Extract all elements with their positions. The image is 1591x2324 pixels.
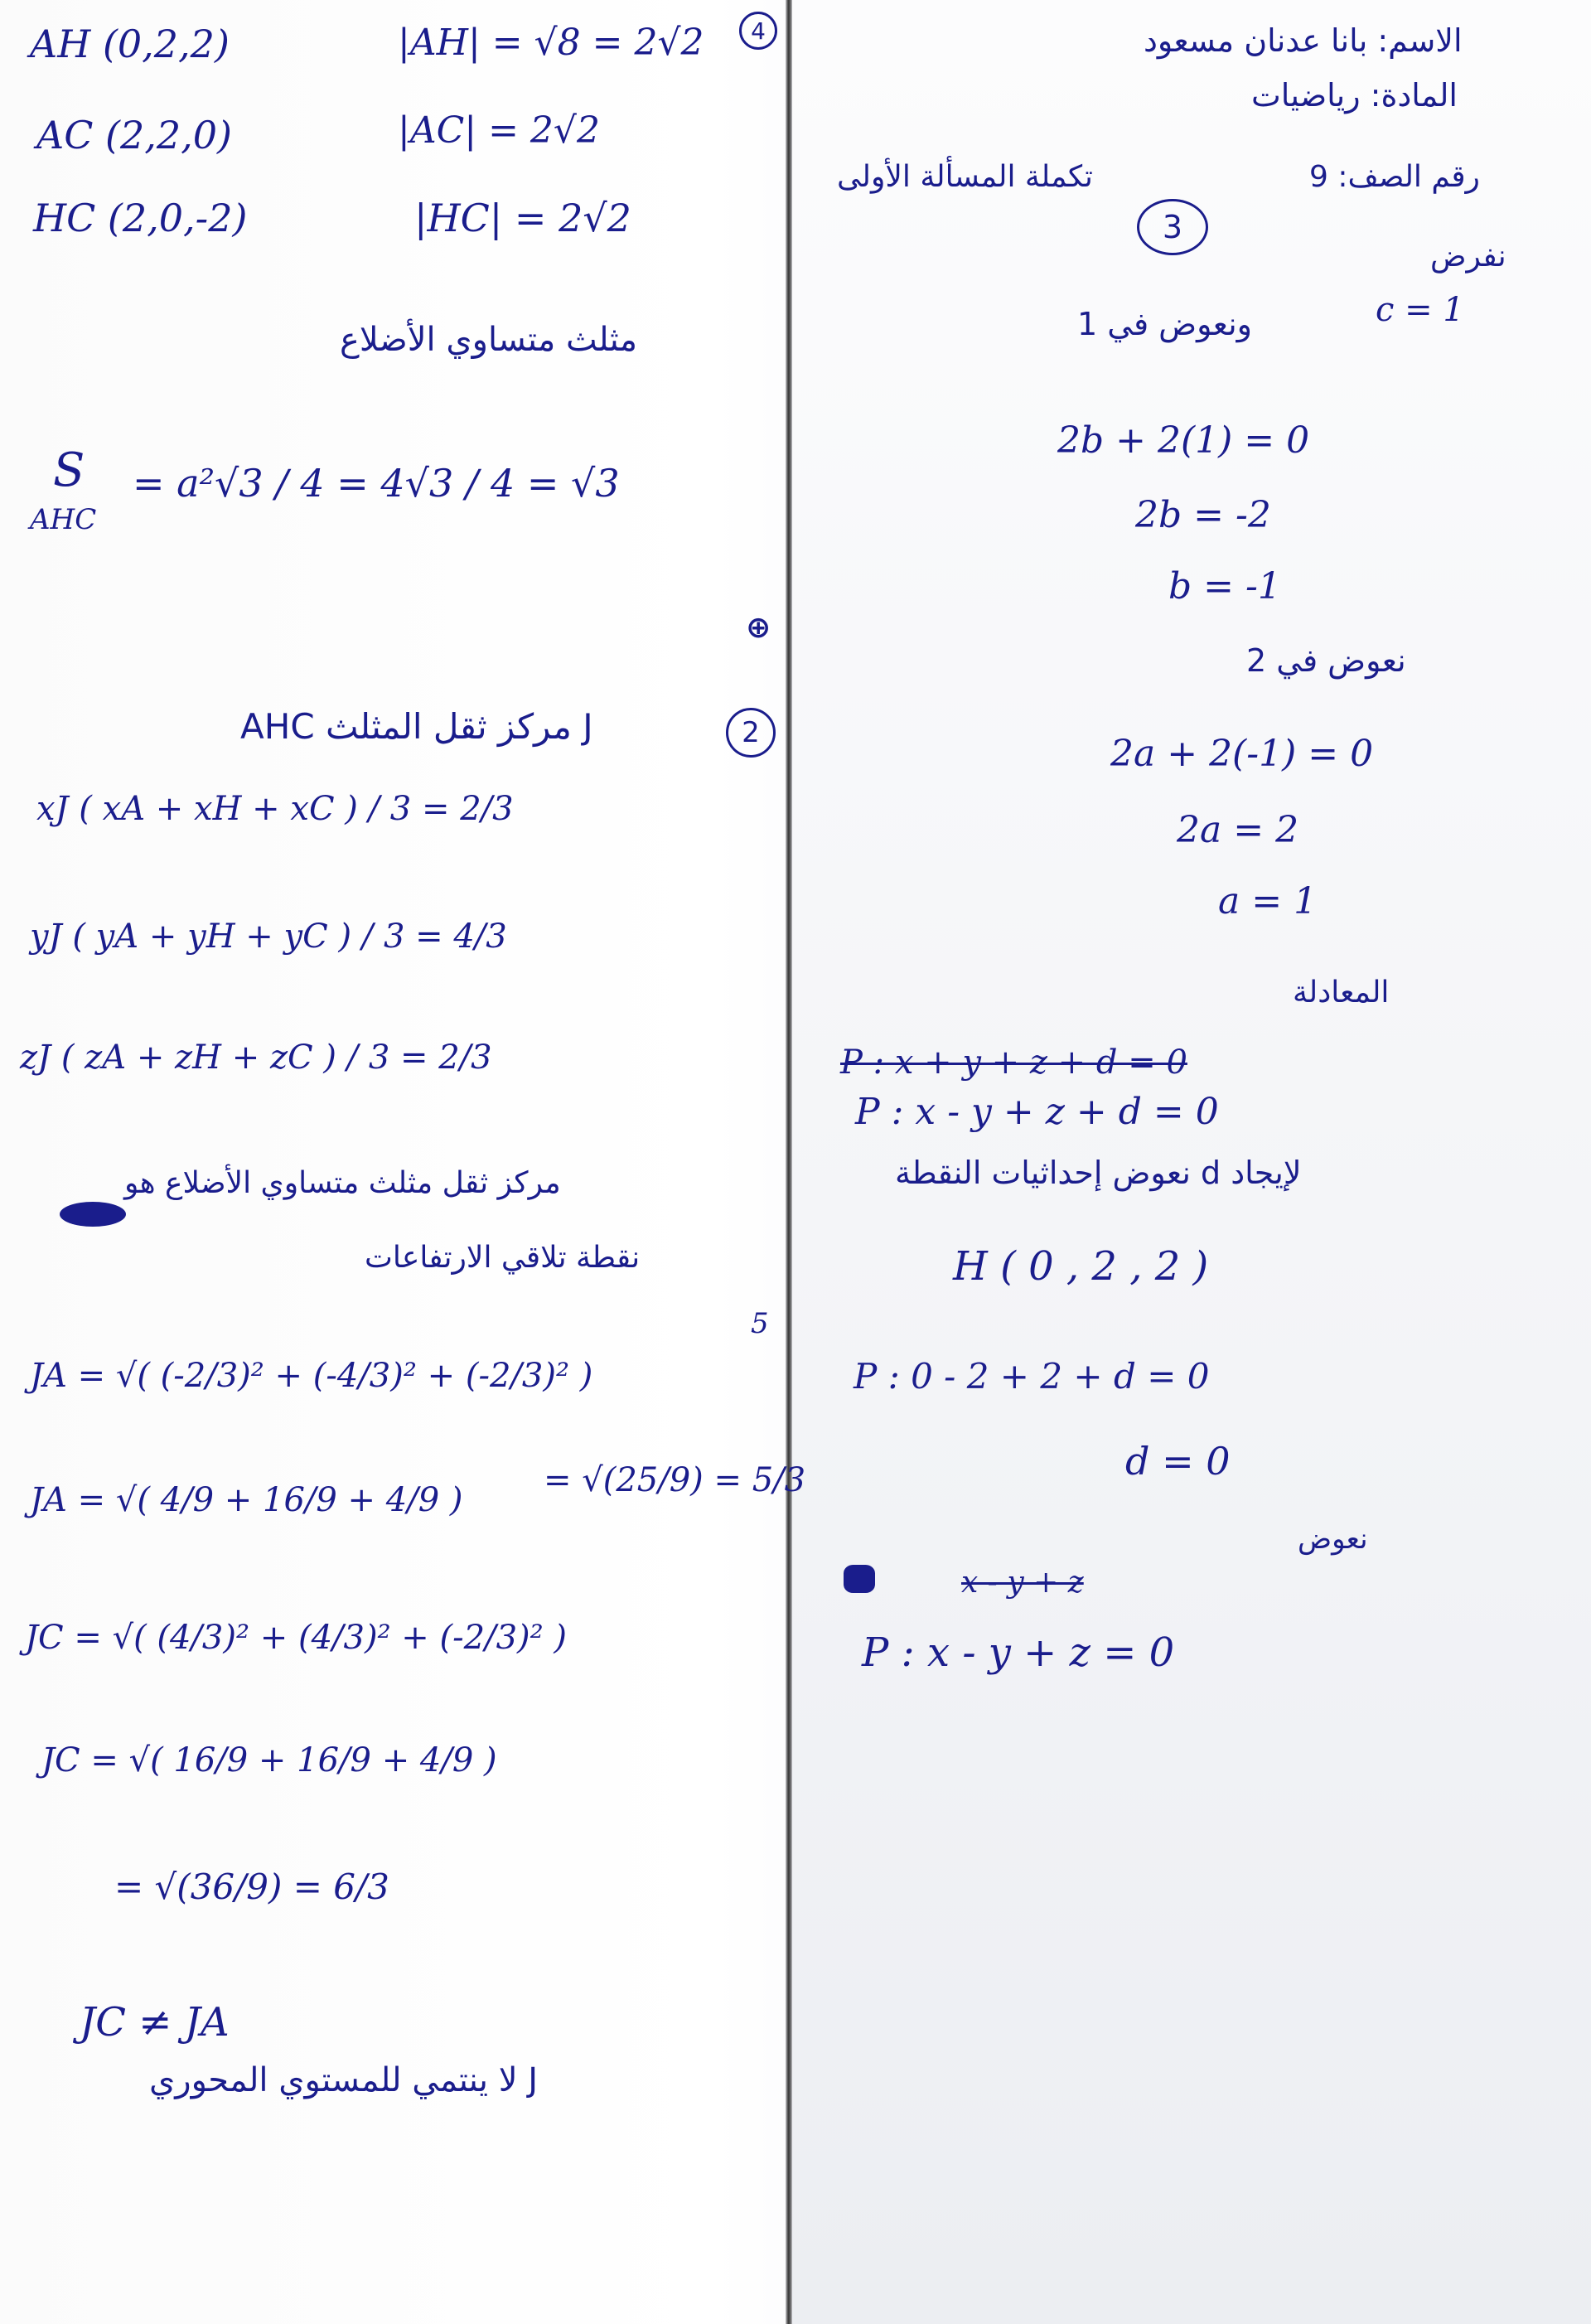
eq-b-3: b = -1 bbox=[1168, 565, 1281, 608]
substitute-label: نعوض bbox=[1298, 1523, 1368, 1556]
yj-formula: yJ ( yA + yH + yC ) / 3 = 4/3 bbox=[30, 917, 507, 956]
continuation-title: تكملة المسألة الأولى bbox=[837, 160, 1093, 194]
centroid-note-line2: نقطة تلاقي الارتفاعات bbox=[365, 1241, 641, 1275]
norm-ah: |AH| = √8 = 2√2 bbox=[398, 22, 704, 64]
plane-equation: P : x - y + z + d = 0 bbox=[855, 1091, 1219, 1133]
norm-hc: |HC| = 2√2 bbox=[414, 196, 631, 240]
question-2-mark: 2 bbox=[726, 708, 776, 758]
ja-step3: = √(25/9) = 5/3 bbox=[544, 1461, 806, 1499]
point-h: H ( 0 , 2 , 2 ) bbox=[953, 1243, 1209, 1290]
vector-ah: AH (0,2,2) bbox=[30, 22, 230, 66]
conclusion: J لا ينتمي للمستوي المحوري bbox=[149, 2061, 539, 2099]
subject-line: المادة: رياضيات bbox=[1251, 77, 1458, 114]
equilateral-note: مثلث متساوي الأضلاع bbox=[340, 321, 638, 359]
find-d-note: لإيجاد d نعوض إحداثيات النقطة bbox=[895, 1155, 1302, 1191]
c-value: c = 1 bbox=[1376, 291, 1464, 329]
equation-label: المعادلة bbox=[1293, 976, 1390, 1009]
eq-b-2: 2b = -2 bbox=[1135, 494, 1271, 536]
scribble-blot bbox=[844, 1565, 875, 1593]
inequality: JC ≠ JA bbox=[80, 1999, 230, 2046]
zj-formula: zJ ( zA + zH + zC ) / 3 = 2/3 bbox=[20, 1039, 492, 1077]
crossed-out-equation: P : x + y + z + d = 0 bbox=[840, 1043, 1187, 1082]
area-symbol: S bbox=[53, 443, 85, 497]
ja-step1: JA = √( (-2/3)² + (-4/3)² + (-2/3)² ) bbox=[30, 1357, 593, 1395]
centroid-note-line1: مركز ثقل مثلث متساوي الأضلاع هو bbox=[124, 1166, 561, 1200]
eq-a-2: 2a = 2 bbox=[1177, 809, 1299, 851]
vector-hc: HC (2,0,-2) bbox=[33, 196, 248, 240]
final-plane-equation: P : x - y + z = 0 bbox=[862, 1629, 1175, 1676]
ja-step2: JA = √( 4/9 + 16/9 + 4/9 ) bbox=[30, 1481, 463, 1519]
area-formula: = a²√3 / 4 = 4√3 / 4 = √3 bbox=[133, 461, 620, 506]
question-3-mark: 3 bbox=[1137, 199, 1208, 255]
centroid-heading: J مركز ثقل المثلث AHC bbox=[240, 706, 593, 747]
eq-a-3: a = 1 bbox=[1218, 880, 1318, 922]
substitute-1: ونعوض في 1 bbox=[1077, 306, 1253, 342]
scribble-mark: ⊕ bbox=[746, 611, 771, 645]
crossed-small: x - y + z bbox=[961, 1566, 1084, 1600]
xj-formula: xJ ( xA + xH + xC ) / 3 = 2/3 bbox=[36, 790, 514, 828]
assume-label: نفرض bbox=[1430, 240, 1506, 274]
d-value: d = 0 bbox=[1125, 1439, 1231, 1484]
area-subscript: AHC bbox=[30, 503, 97, 536]
eq-b-1: 2b + 2(1) = 0 bbox=[1057, 419, 1310, 462]
ink-blot bbox=[60, 1202, 126, 1227]
jc-step1: JC = √( (4/3)² + (4/3)² + (-2/3)² ) bbox=[25, 1619, 567, 1657]
jc-step3: = √(36/9) = 6/3 bbox=[114, 1866, 389, 1907]
substitute-2: نعوض في 2 bbox=[1246, 642, 1406, 679]
question-4-mark: 4 bbox=[739, 12, 777, 50]
question-5-mark: 5 bbox=[751, 1307, 769, 1340]
eq-a-1: 2a + 2(-1) = 0 bbox=[1110, 733, 1374, 775]
substitute-h: P : 0 - 2 + 2 + d = 0 bbox=[854, 1356, 1210, 1397]
class-number: رقم الصف: 9 bbox=[1309, 160, 1480, 194]
jc-step2: JC = √( 16/9 + 16/9 + 4/9 ) bbox=[41, 1741, 497, 1779]
norm-ac: |AC| = 2√2 bbox=[398, 109, 600, 152]
vector-ac: AC (2,2,0) bbox=[36, 113, 232, 157]
page-divider bbox=[786, 0, 792, 2324]
student-name: الاسم: بانا عدنان مسعود bbox=[1144, 22, 1463, 59]
